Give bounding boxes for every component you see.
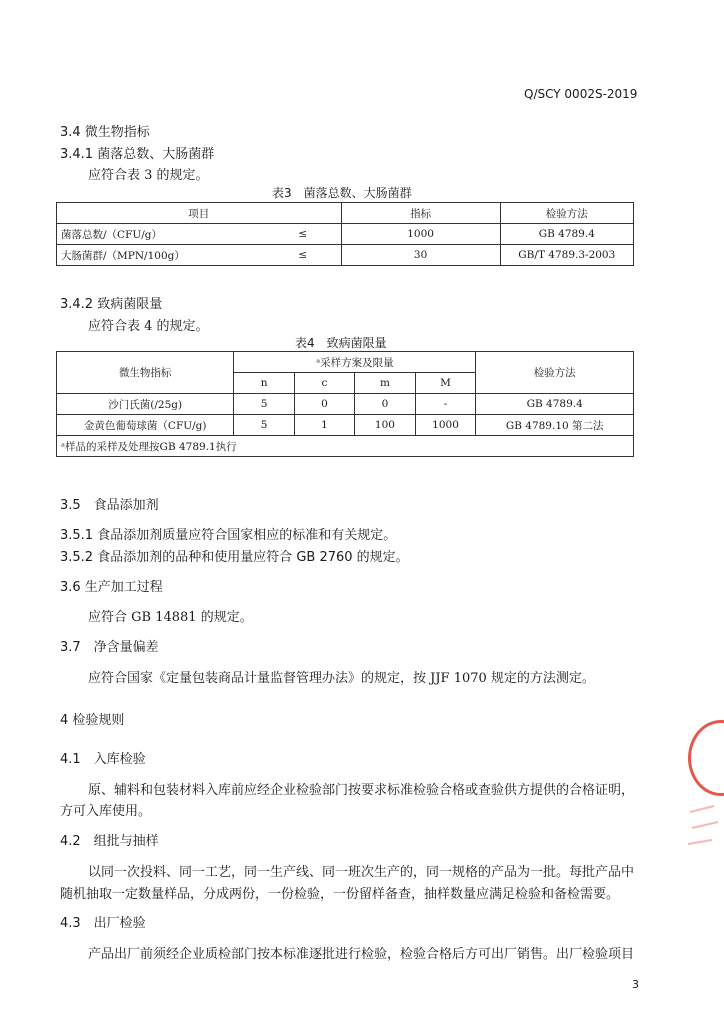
section-3-5: 3.5 食品添加剂 [60, 498, 159, 513]
table4-cell-item: 金黄色葡萄球菌（CFU/g) [57, 415, 234, 436]
table4-header-plan: ᵃ采样方案及限量 [234, 352, 476, 373]
section-3-6-body: 应符合 GB 14881 的规定。 [88, 610, 253, 625]
section-3-5-1: 3.5.1 食品添加剂质量应符合国家相应的标准和有关规定。 [60, 528, 397, 543]
table4-header-n: n [234, 373, 294, 394]
section-4-1-body-line2: 方可入库使用。 [60, 804, 152, 819]
section-4-1-body-line1: 原、辅料和包装材料入库前应经企业检验部门按要求标准检验合格或查验供方提供的合格证明， [88, 783, 635, 798]
table4-cell-M: - [415, 394, 476, 415]
table3-cell-item: 菌落总数/（CFU/g） [57, 224, 266, 245]
table4-cell-c: 0 [294, 394, 354, 415]
table3-cell-op: ≤ [265, 224, 341, 245]
section-4-2: 4.2 组批与抽样 [60, 834, 159, 849]
section-4-2-body-line2: 随机抽取一定数量样品，分成两份，一份检验，一份留样备查，抽样数量应满足检验和备检需要。 [60, 887, 620, 902]
section-4: 4 检验规则 [60, 713, 125, 728]
section-3-4-2: 3.4.2 致病菌限量 [60, 297, 163, 312]
table3-cell-value: 30 [341, 245, 500, 266]
section-4-3: 4.3 出厂检验 [60, 916, 146, 931]
section-3-4: 3.4 微生物指标 [60, 125, 150, 140]
section-3-7: 3.7 净含量偏差 [60, 640, 159, 655]
faint-seal-mark [684, 800, 724, 860]
table3-cell-op: ≤ [265, 245, 341, 266]
table4-cell-method: GB 4789.4 [476, 394, 634, 415]
table4-cell-method: GB 4789.10 第二法 [476, 415, 634, 436]
table4-header-c: c [294, 373, 354, 394]
table3 [56, 202, 634, 266]
table3-cell-value: 1000 [341, 224, 500, 245]
table-row [57, 245, 634, 266]
table3-cell-method: GB/T 4789.3-2003 [500, 245, 633, 266]
table4-cell-m: 0 [355, 394, 416, 415]
red-seal-stamp [688, 720, 724, 796]
section-3-7-body: 应符合国家《定量包装商品计量监督管理办法》的规定，按 JJF 1070 规定的方法测定。 [88, 671, 595, 686]
table4-header-method: 检验方法 [476, 352, 634, 394]
section-3-4-1: 3.4.1 菌落总数、大肠菌群 [60, 147, 215, 162]
section-4-2-body-line1: 以同一次投料、同一工艺，同一生产线、同一班次生产的，同一规格的产品为一批。每批产品中 [88, 865, 635, 880]
table4-cell-n: 5 [234, 394, 294, 415]
table3-header-index: 指标 [341, 203, 500, 224]
table-header-row [57, 352, 634, 373]
section-4-3-body-line1: 产品出厂前须经企业质检部门按本标准逐批进行检验，检验合格后方可出厂销售。出厂检验项目 [88, 947, 635, 962]
table4-header-M: M [415, 373, 476, 394]
section-3-6: 3.6 生产加工过程 [60, 580, 163, 595]
table-row [57, 415, 634, 436]
table3-cell-item: 大肠菌群/（MPN/100g） [57, 245, 266, 266]
table3-cell-method: GB 4789.4 [500, 224, 633, 245]
table4 [56, 351, 634, 457]
section-4-1: 4.1 入库检验 [60, 752, 146, 767]
table3-header-item: 项目 [57, 203, 342, 224]
table4-cell-c: 1 [294, 415, 354, 436]
table4-cell-n: 5 [234, 415, 294, 436]
table-row [57, 224, 634, 245]
table4-cell-item: 沙门氏菌(/25g) [57, 394, 234, 415]
table4-header-item: 微生物指标 [57, 352, 234, 394]
table4-cell-M: 1000 [415, 415, 476, 436]
page-number: 3 [632, 978, 639, 991]
table-row [57, 394, 634, 415]
section-3-4-2-body: 应符合表 4 的规定。 [88, 319, 209, 334]
section-3-5-2: 3.5.2 食品添加剂的品种和使用量应符合 GB 2760 的规定。 [60, 550, 409, 565]
section-3-4-1-body: 应符合表 3 的规定。 [88, 168, 209, 183]
table4-header-m: m [355, 373, 416, 394]
table4-footnote: ᵃ样品的采样及处理按GB 4789.1执行 [57, 436, 634, 457]
doc-code: Q/SCY 0002S-2019 [524, 87, 638, 101]
table4-cell-m: 100 [355, 415, 416, 436]
table3-caption: 表3 菌落总数、大肠菌群 [272, 186, 412, 200]
table4-caption: 表4 致病菌限量 [295, 336, 387, 350]
table-header-row [57, 203, 634, 224]
table3-header-method: 检验方法 [500, 203, 633, 224]
table-footnote-row [57, 436, 634, 457]
